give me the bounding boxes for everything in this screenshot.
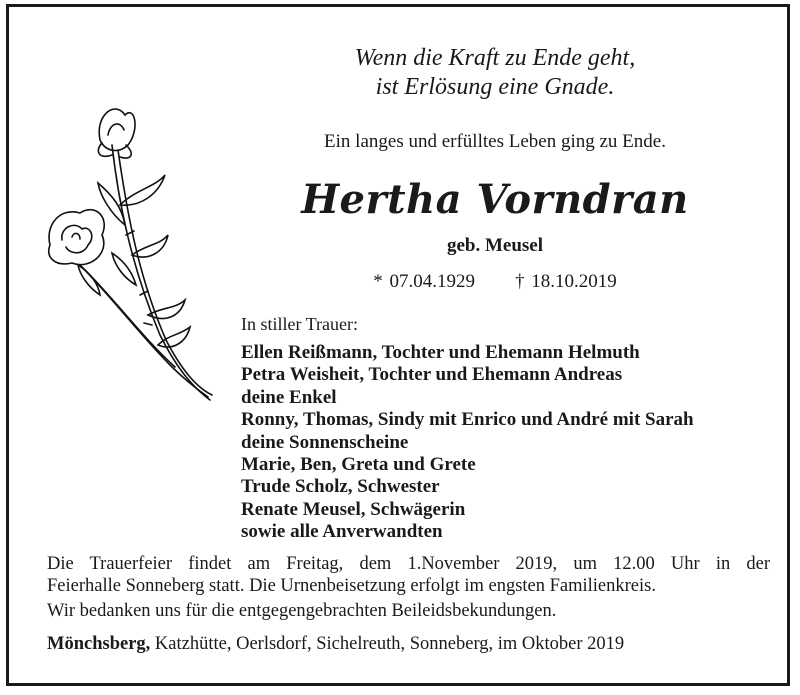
maiden-name: geb. Meusel xyxy=(446,235,544,256)
mourning-label: In stiller Trauer: xyxy=(241,314,358,334)
mourners-list xyxy=(241,342,694,544)
main-place: Mönchsberg, xyxy=(47,634,151,654)
mourner-line: Ronny, Thomas, Sindy mit Enrico und André mit Sarah xyxy=(241,409,694,431)
death-date: † 18.10.2019 xyxy=(515,271,617,292)
poem-line-2: ist Erlösung eine Gnade. xyxy=(375,74,615,100)
poem-line-1: Wenn die Kraft zu Ende geht, xyxy=(354,45,636,71)
rose-illustration xyxy=(40,95,220,405)
mourner-line: deine Enkel xyxy=(241,386,337,408)
other-places: Katzhütte, Oerlsdorf, Sichelreuth, Sonneberg, im Oktober 2019 xyxy=(150,634,625,654)
funeral-info-line-2: Feierhalle Sonneberg statt. Die Urnenbeisetzung erfolgt im engsten Familienkreis. xyxy=(47,576,656,596)
life-dates xyxy=(250,271,740,293)
mourner-line: Marie, Ben, Greta und Grete xyxy=(241,454,476,476)
mourner-line: sowie alle Anverwandten xyxy=(241,521,443,543)
mourner-line: Renate Meusel, Schwägerin xyxy=(241,498,466,520)
places-line xyxy=(47,634,624,655)
mourner-line: deine Sonnenscheine xyxy=(241,431,409,453)
mourner-line: Petra Weisheit, Tochter und Ehemann Andreas xyxy=(241,364,623,386)
funeral-info-line-1: Die Trauerfeier findet am Freitag, dem 1.November 2019, um 12.00 Uhr in der xyxy=(47,554,770,574)
mourner-line: Trude Scholz, Schwester xyxy=(241,476,440,498)
mourner-line: Ellen Reißmann, Tochter und Ehemann Helmuth xyxy=(241,342,640,363)
intro-text: Ein langes und erfülltes Leben ging zu Ende. xyxy=(324,131,666,152)
birth-date: * 07.04.1929 xyxy=(373,271,475,292)
deceased-name: Hertha Vorndran xyxy=(301,176,689,223)
thanks-text: Wir bedanken uns für die entgegengebrachten Beileidsbekundungen. xyxy=(47,601,557,621)
